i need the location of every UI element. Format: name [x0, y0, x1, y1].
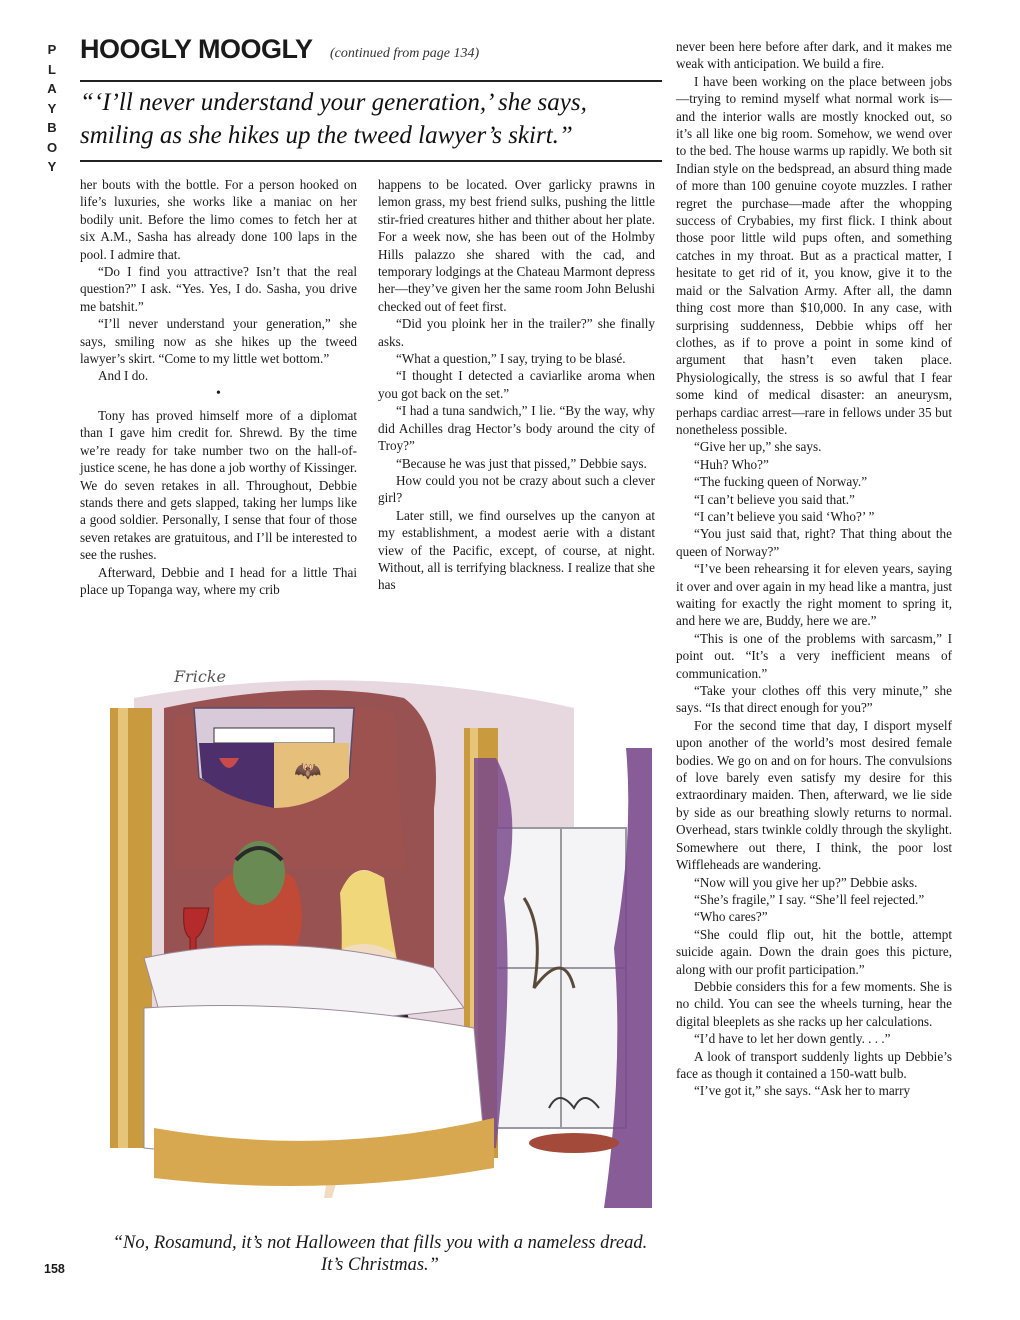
paragraph: happens to be located. Over garlicky prawns in lemon grass, my best friend sulks, pushing the little stir-fried creatures hither and thither about her plate. For a week now, she has been out of the Holmby Hills palazzo she shared with the cad, and temporary lodgings at the Chateau Marmont depress her—they’ve given her the same room John Belushi checked out of feet first.	[378, 177, 655, 314]
paragraph: Afterward, Debbie and I head for a little Thai place up Topanga way, where my crib	[80, 564, 357, 597]
paragraph: “Do I find you attractive? Isn’t that the real question?” I ask. “Yes. Yes, I do. Sasha, you drive me batshit.”	[80, 264, 357, 314]
paragraph: “Did you ploink her in the trailer?” she finally asks.	[378, 316, 655, 349]
paragraph: “I can’t believe you said that.”	[694, 491, 855, 507]
paragraph: “Huh? Who?”	[694, 456, 769, 472]
paragraph: Debbie considers this for a few moments. She is no child. You can see the wheels turning, hear the digital bleeplets as she racks up her calculations.	[676, 978, 952, 1029]
spine-letter: O	[46, 139, 58, 155]
paragraph: I have been working on the place between jobs—trying to remind myself what normal work is—and the interior walls are mostly knocked out, so it’s all like one big room. Somehow, we wend over to the bed. The house warms up rapidly. We both sit Indian style on the bedspread, an absurd thing made of more than 100 genuine coyote muzzles. I rather regret the purchase—made after the whopping success of Crybabies, my first flick. I think about those poor little wild pups often, and something catches in my throat. But as a practical matter, I hesitate to get rid of it, you know, give it to the maid or the Salvation Army. After all, the damn thing cost more than $10,000. In any case, with surprising suddenness, Debbie whips off her clothes, as if to prove a point in some kind of argument that hasn’t even taken place. Physiologically, the stress is so awful that I fear some kind of medical disaster: an aneurysm, perhaps cardiac arrest—rare in fellows under 35 but nonetheless possible.	[676, 73, 952, 437]
paragraph: never been here before after dark, and it makes me weak with anticipation. We build a fire.	[676, 39, 952, 72]
paragraph: For the second time that day, I disport myself upon another of the world’s most desired female bodies. We go on and on for hours. The convulsions of love barely even satisfy my desire for this extraordinary maiden. Then, afterward, we lie side by side as our breathing slowly returns to normal. Overhead, stars twinkle coldly through the skylight. Somewhere out there, I think, the poor lost Wiffleheads are wandering.	[676, 717, 952, 873]
paragraph: “Now will you give her up?” Debbie asks.	[694, 874, 918, 890]
side-table	[529, 1133, 619, 1153]
top-rule	[80, 80, 662, 82]
paragraph: And I do.	[98, 368, 149, 384]
spine-letter: Y	[47, 159, 57, 174]
paragraph: her bouts with the bottle. For a person hooked on life’s luxuries, she works like a maniac on her bodily unit. Before the limo comes to fetch her at six A.M., Sasha has already done 100 laps in the pool. I admire that.	[80, 177, 357, 262]
pull-quote: “‘I’ll never understand your generation,’ she says, smiling as she hikes up the tweed lawyer’s skirt.”	[80, 89, 587, 149]
artist-signature: Fricke	[174, 668, 226, 686]
article-title: HOOGLY MOOGLY	[80, 34, 313, 64]
paragraph: “I thought I detected a caviarlike aroma when you got back on the set.”	[378, 368, 655, 401]
crest-band	[214, 728, 334, 743]
man-head	[233, 841, 285, 905]
paragraph: “Who cares?”	[694, 909, 768, 925]
spine-letter: L	[48, 61, 56, 77]
magazine-spine-label	[44, 40, 60, 177]
paragraph: Tony has proved himself more of a diplomat than I gave him credit for. Shrewd. By the time we’re ready for take number two on the hall-of-justice scene, he has done a job worthy of Kissinger. We do seven retakes in all. Throughout, Debbie stands there and gets slapped, taking her lumps like a good soldier. Personally, I sense that four of those seven retakes are gratuitous, and I’ll be interested to see the rushes.	[80, 407, 357, 563]
bat-icon: 🦇	[294, 759, 322, 784]
column-3	[676, 38, 952, 1100]
paragraph: “Take your clothes off this very minute,” she says. “Is that direct enough for you?”	[676, 683, 952, 716]
page-number: 158	[44, 1262, 65, 1276]
paragraph: “I’ve been rehearsing it for eleven years, saying it over and over again in my head like a mantra, just waiting for exactly the right moment to spring it, and here we are, Buddy, here we are.”	[676, 561, 952, 629]
continued-note: (continued from page 134)	[330, 46, 480, 61]
section-break: •	[216, 385, 221, 401]
bottom-rule	[80, 160, 662, 162]
paragraph: “Because he was just that pissed,” Debbie says.	[396, 455, 647, 471]
paragraph: “She could flip out, hit the bottle, attempt suicide again. Down the drain goes this picture, along with our profit participation.”	[676, 926, 952, 977]
spine-letter: Y	[47, 100, 57, 116]
spine-letter: A	[47, 81, 57, 96]
paragraph: “She’s fragile,” I say. “She’ll feel rejected.”	[694, 891, 925, 907]
column-2	[378, 176, 655, 594]
spine-letter: P	[47, 42, 57, 57]
paragraph: “I’d have to let her down gently. . . .”	[694, 1031, 891, 1047]
paragraph: Later still, we find ourselves up the canyon at my establishment, a modest aerie with a distant view of the Pacific, except, of course, at night. Without, all is terrifying blackness. I realize that she has	[378, 507, 655, 593]
column-1	[80, 176, 357, 598]
paragraph: “What a question,” I say, trying to be blasé.	[396, 351, 626, 367]
bedpost-left-highlight	[118, 708, 128, 1148]
paragraph: “I’ve got it,” she says. “Ask her to marry	[694, 1083, 911, 1099]
cartoon-caption: “No, Rosamund, it’s not Halloween that fills you with a nameless dread. It’s Christmas.”	[112, 1233, 648, 1275]
spine-letter: B	[47, 120, 57, 135]
paragraph: “This is one of the problems with sarcasm,” I point out. “It’s a very inefficient means of communication.”	[676, 630, 952, 681]
paragraph: “The fucking queen of Norway.”	[694, 474, 868, 490]
paragraph: “I’ll never understand your generation,” she says, smiling now as she hikes up the tweed lawyer’s skirt. “Come to my little wet bottom.”	[80, 316, 357, 367]
paragraph: “Give her up,” she says.	[694, 439, 822, 455]
paragraph: How could you not be crazy about such a clever girl?	[378, 472, 655, 506]
cartoon-illustration	[104, 668, 654, 1216]
paragraph: “I can’t believe you said ‘Who?’ ”	[694, 508, 875, 524]
paragraph: “You just said that, right? That thing about the queen of Norway?”	[676, 526, 952, 559]
paragraph: “I had a tuna sandwich,” I lie. “By the way, why did Achilles drag Hector’s body around the city of Troy?”	[378, 403, 655, 454]
paragraph: A look of transport suddenly lights up Debbie’s face as though it contained a 150-watt bulb.	[676, 1048, 952, 1081]
